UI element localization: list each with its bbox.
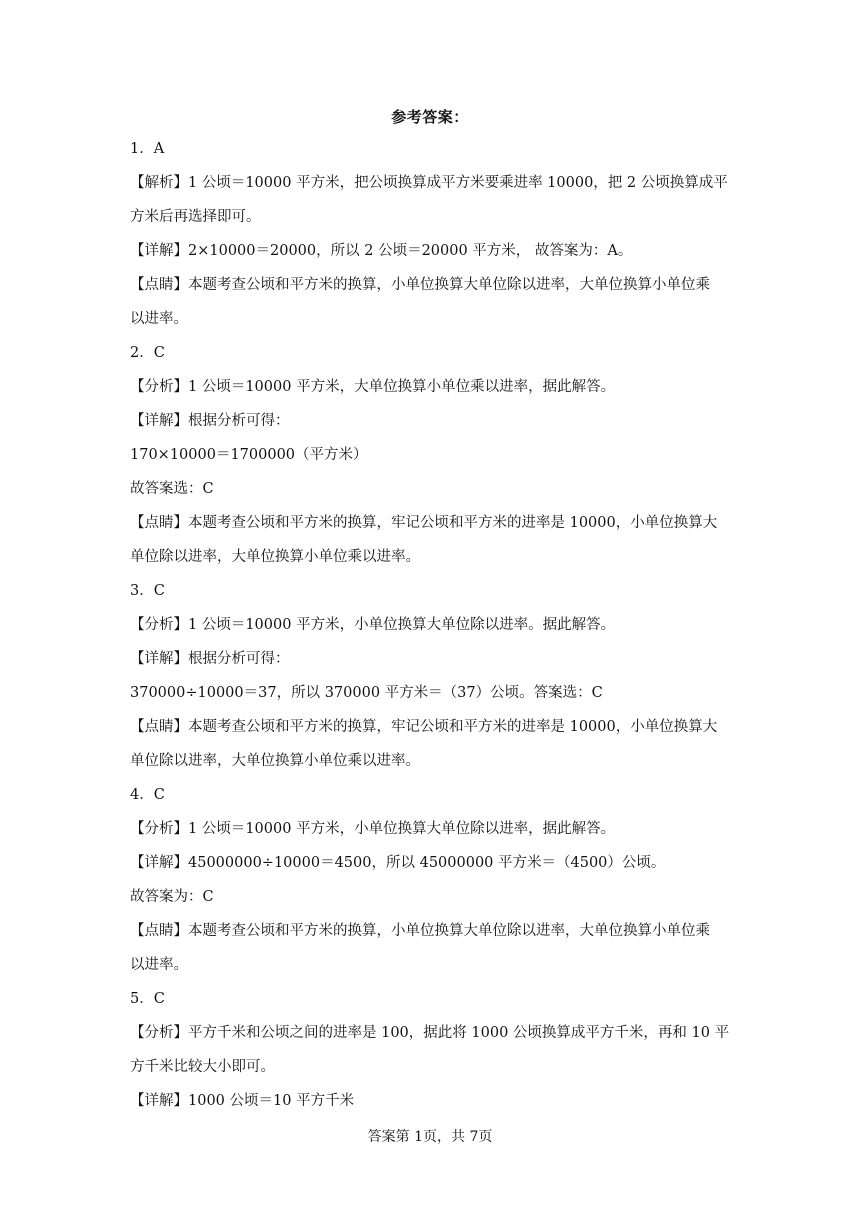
- answer-4-header: 4．C: [130, 787, 165, 803]
- answer-1-analysis-line-2: 方米后再选择即可。: [130, 209, 261, 225]
- answer-4-conclusion: 故答案为：C: [130, 889, 214, 905]
- answer-2-comment-line-2: 单位除以进率，大单位换算小单位乘以进率。: [130, 549, 420, 565]
- answer-4-comment-line-1: 【点睛】本题考查公顷和平方米的换算，小单位换算大单位除以进率，大单位换算小单位乘: [130, 923, 710, 939]
- answer-1-comment-line-2: 以进率。: [130, 311, 188, 327]
- answer-5-header: 5．C: [130, 991, 165, 1007]
- answer-2-analysis: 【分析】1 公顷＝10000 平方米，大单位换算小单位乘以进率，据此解答。: [130, 379, 616, 395]
- answer-2-detail: 【详解】根据分析可得：: [130, 413, 290, 429]
- answer-2-header: 2．C: [130, 345, 165, 361]
- answer-5-analysis-line-1: 【分析】平方千米和公顷之间的进率是 100，据此将 1000 公顷换算成平方千米，再和 10 平: [130, 1025, 730, 1041]
- answer-2-conclusion: 故答案选：C: [130, 481, 214, 497]
- answer-3-comment-line-1: 【点睛】本题考查公顷和平方米的换算，牢记公顷和平方米的进率是 10000，小单位换算大: [130, 719, 718, 735]
- answer-1-analysis-line-1: 【解析】1 公顷＝10000 平方米，把公顷换算成平方米要乘进率 10000，把 2 公顷换算成平: [130, 175, 728, 191]
- answer-1-detail: 【详解】2×10000＝20000，所以 2 公顷＝20000 平方米， 故答案为：A。: [130, 243, 633, 259]
- answer-3-header: 3．C: [130, 583, 165, 599]
- answer-5-analysis-line-2: 方千米比较大小即可。: [130, 1059, 275, 1075]
- answer-4-detail: 【详解】45000000÷10000＝4500，所以 45000000 平方米＝（4500）公顷。: [130, 855, 666, 871]
- answer-4-analysis: 【分析】1 公顷＝10000 平方米，小单位换算大单位除以进率，据此解答。: [130, 821, 616, 837]
- answer-3-comment-line-2: 单位除以进率，大单位换算小单位乘以进率。: [130, 753, 420, 769]
- answer-content: [130, 132, 735, 1118]
- answer-1-comment-line-1: 【点睛】本题考查公顷和平方米的换算，小单位换算大单位除以进率，大单位换算小单位乘: [130, 277, 710, 293]
- answer-2-comment-line-1: 【点睛】本题考查公顷和平方米的换算，牢记公顷和平方米的进率是 10000，小单位换算大: [130, 515, 718, 531]
- page-title: 参考答案：: [391, 108, 469, 126]
- answer-4-comment-line-2: 以进率。: [130, 957, 188, 973]
- answer-2-calculation: 170×10000＝1700000（平方米）: [130, 447, 368, 463]
- answer-5-detail: 【详解】1000 公顷＝10 平方千米: [130, 1093, 355, 1109]
- page-footer: 答案第 1页，共 7页: [367, 1129, 493, 1145]
- answer-1-header: 1．A: [130, 141, 165, 157]
- answer-3-calculation: 370000÷10000＝37，所以 370000 平方米＝（37）公顷。答案选：C: [130, 685, 603, 701]
- answer-3-detail: 【详解】根据分析可得：: [130, 651, 290, 667]
- answer-3-analysis: 【分析】1 公顷＝10000 平方米，小单位换算大单位除以进率。据此解答。: [130, 617, 616, 633]
